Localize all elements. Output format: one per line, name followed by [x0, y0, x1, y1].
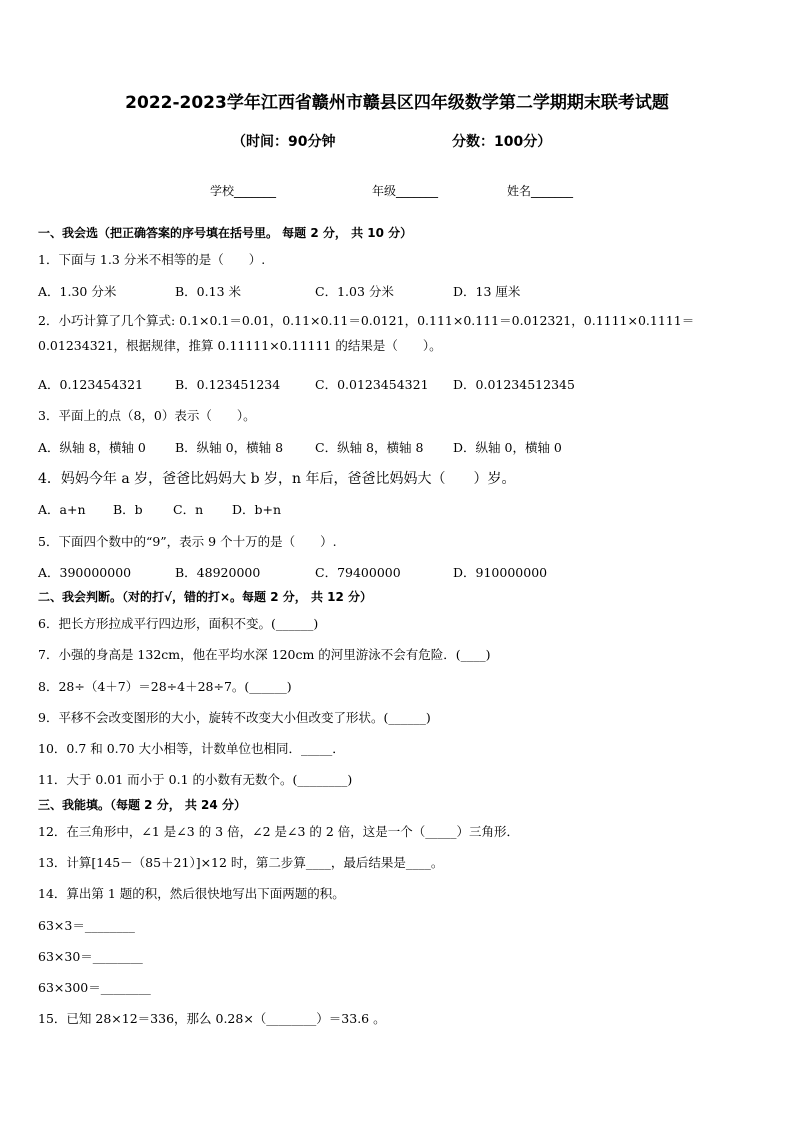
question-8: 8．28÷（4＋7）＝28÷4＋28÷7。(______): [38, 679, 292, 694]
question-12: 12．在三角形中，∠1 是∠3 的 3 倍，∠2 是∠3 的 2 倍，这是一个（_____）三角形．: [38, 824, 520, 839]
school-field: 学校_______: [210, 184, 277, 198]
question-3: 3．平面上的点（8，0）表示（ ）。: [38, 408, 256, 423]
q4-option-d: D．b+n: [232, 502, 282, 517]
q2-option-b: B．0.123451234: [175, 377, 281, 392]
question-6: 6．把长方形拉成平行四边形，面积不变。(______): [38, 616, 319, 631]
question-13: 13．计算[145－（85＋21）]×12 时，第二步算____，最后结果是____。: [38, 855, 444, 870]
q5-option-b: B．48920000: [175, 565, 261, 580]
q5-option-a: A．390000000: [38, 565, 132, 580]
question-1: 1．下面与 1.3 分米不相等的是（ ）.: [38, 252, 266, 267]
question-10: 10．0.7 和 0.70 大小相等，计数单位也相同．_____．: [38, 741, 345, 756]
question-14-a: 63×3＝________: [38, 918, 135, 933]
q2-option-c: C．0.0123454321: [315, 377, 429, 392]
q1-option-c: C．1.03 分米: [315, 284, 394, 299]
q1-option-a: A．1.30 分米: [38, 284, 117, 299]
question-2: 2．小巧计算了几个算式: 0.1×0.1＝0.01，0.11×0.11＝0.0121，0.111×0.111＝0.012321，0.1111×0.1111＝0.01234321，根据规律，推算 0.11111×0.11111 的结果是（ ）。: [38, 313, 695, 353]
exam-time: （时间：90分钟: [232, 134, 336, 150]
question-14-c: 63×300＝________: [38, 980, 151, 995]
q2-option-a: A．0.123454321: [38, 377, 144, 392]
question-7: 7．小强的身高是 132cm，他在平均水深 120cm 的河里游泳不会有危险．(____): [38, 647, 491, 662]
q4-option-b: B．b: [113, 502, 143, 517]
name-field: 姓名_______: [507, 184, 574, 198]
q1-option-b: B．0.13 米: [175, 284, 241, 299]
q3-option-d: D．纵轴 0，横轴 0: [453, 440, 562, 455]
q5-option-d: D．910000000: [453, 565, 548, 580]
q4-option-a: A．a+n: [38, 502, 86, 517]
q2-option-d: D．0.01234512345: [453, 377, 575, 392]
exam-score: 分数：100分）: [452, 134, 552, 150]
section-2-heading: 二、我会判断。（对的打√，错的打×。每题 2 分， 共 12 分）: [38, 590, 372, 604]
section-3-heading: 三、我能填。（每题 2 分， 共 24 分）: [38, 798, 246, 812]
q3-option-b: B．纵轴 0，横轴 8: [175, 440, 284, 455]
question-14-b: 63×30＝________: [38, 949, 143, 964]
q4-option-c: C．n: [173, 502, 204, 517]
question-9: 9．平移不会改变图形的大小，旋转不改变大小但改变了形状。(______): [38, 710, 431, 725]
question-15: 15．已知 28×12＝336，那么 0.28×（________）＝33.6 。: [38, 1011, 386, 1026]
grade-field: 年级_______: [372, 184, 439, 198]
question-5: 5．下面四个数中的“9”，表示 9 个十万的是（ ）.: [38, 534, 337, 549]
q1-option-d: D．13 厘米: [453, 284, 521, 299]
question-4: 4．妈妈今年 a 岁，爸爸比妈妈大 b 岁，n 年后，爸爸比妈妈大（ ）岁。: [38, 471, 516, 487]
page-title: 2022-2023学年江西省赣州市赣县区四年级数学第二学期期末联考试题: [125, 93, 669, 113]
q5-option-c: C．79400000: [315, 565, 401, 580]
q3-option-a: A．纵轴 8，横轴 0: [38, 440, 146, 455]
question-11: 11．大于 0.01 而小于 0.1 的小数有无数个。(________): [38, 772, 353, 787]
section-1-heading: 一、我会选（把正确答案的序号填在括号里。 每题 2 分， 共 10 分）: [38, 226, 413, 240]
q3-option-c: C．纵轴 8，横轴 8: [315, 440, 424, 455]
question-14: 14．算出第 1 题的积，然后很快地写出下面两题的积。: [38, 886, 345, 901]
